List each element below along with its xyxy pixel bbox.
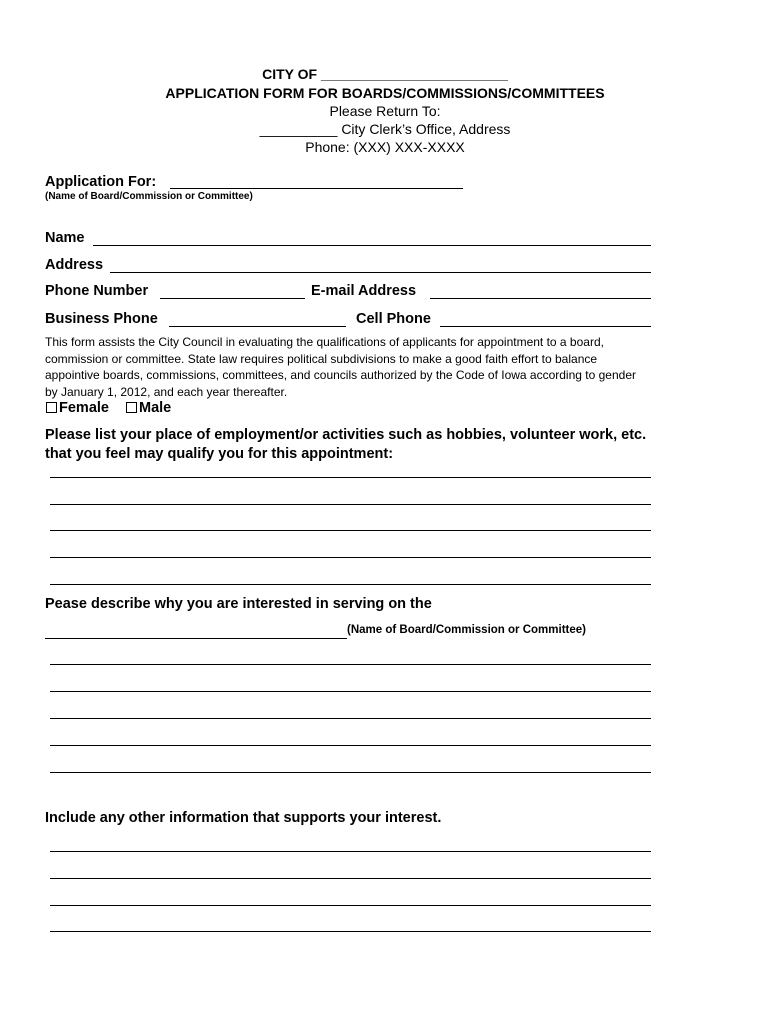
- female-checkbox[interactable]: [46, 402, 57, 413]
- phone-number-field[interactable]: [160, 298, 305, 299]
- other-info-answer-line[interactable]: [50, 931, 651, 932]
- employment-answer-line[interactable]: [50, 584, 651, 585]
- business-phone-label: Business Phone: [45, 311, 158, 327]
- male-checkbox[interactable]: [126, 402, 137, 413]
- interest-answer-line[interactable]: [50, 745, 651, 746]
- interest-answer-line[interactable]: [50, 718, 651, 719]
- employment-question-cont: that you feel may qualify you for this appointment:: [45, 446, 394, 462]
- application-for-hint: (Name of Board/Commission or Committee): [45, 191, 253, 202]
- phone-text: Phone: (XXX) XXX-XXXX: [305, 139, 465, 155]
- cell-phone-label: Cell Phone: [356, 311, 431, 327]
- clerk-office-text: __________ City Clerk’s Office, Address: [259, 121, 511, 137]
- business-phone-field[interactable]: [169, 326, 346, 327]
- gender-balance-notice: This form assists the City Council in evaluating the qualifications of applicants for appointment to a board, commission or committee. State law requires political subdivisions to make a good faith effort to balance appointive boards, commissions, committees, and councils authorized by the Code of Iowa according to gender by January 1, 2012, and each year thereafter.: [45, 335, 636, 399]
- female-option[interactable]: [46, 400, 109, 416]
- male-option[interactable]: [126, 400, 171, 416]
- interest-board-field[interactable]: [45, 638, 347, 639]
- address-field[interactable]: [110, 272, 651, 273]
- name-field[interactable]: [93, 245, 651, 246]
- other-info-answer-line[interactable]: [50, 878, 651, 879]
- interest-board-hint: (Name of Board/Commission or Committee): [347, 624, 586, 636]
- email-label: E-mail Address: [311, 283, 417, 299]
- employment-question: Please list your place of employment/or activities such as hobbies, volunteer work, etc.: [45, 427, 647, 443]
- female-label: Female: [59, 400, 109, 416]
- interest-answer-line[interactable]: [50, 772, 651, 773]
- form-title: APPLICATION FORM FOR BOARDS/COMMISSIONS/COMMITTEES: [165, 85, 605, 101]
- interest-answer-line[interactable]: [50, 664, 651, 665]
- phone-number-label: Phone Number: [45, 283, 149, 299]
- interest-answer-line[interactable]: [50, 691, 651, 692]
- application-for-field[interactable]: [170, 188, 463, 189]
- name-label: Name: [45, 230, 85, 246]
- employment-answer-line[interactable]: [50, 557, 651, 558]
- city-of-heading: CITY OF ________________________: [262, 66, 508, 82]
- address-label: Address: [45, 257, 104, 273]
- interest-question: Pease describe why you are interested in serving on the: [45, 596, 432, 612]
- male-label: Male: [139, 400, 172, 416]
- other-info-answer-line[interactable]: [50, 851, 651, 852]
- email-field[interactable]: [430, 298, 651, 299]
- other-info-answer-line[interactable]: [50, 905, 651, 906]
- employment-answer-line[interactable]: [50, 530, 651, 531]
- application-for-label: Application For:: [45, 174, 157, 190]
- employment-answer-line[interactable]: [50, 504, 651, 505]
- return-to-text: Please Return To:: [329, 103, 441, 119]
- employment-answer-line[interactable]: [50, 477, 651, 478]
- cell-phone-field[interactable]: [440, 326, 651, 327]
- other-info-question: Include any other information that supports your interest.: [45, 810, 442, 826]
